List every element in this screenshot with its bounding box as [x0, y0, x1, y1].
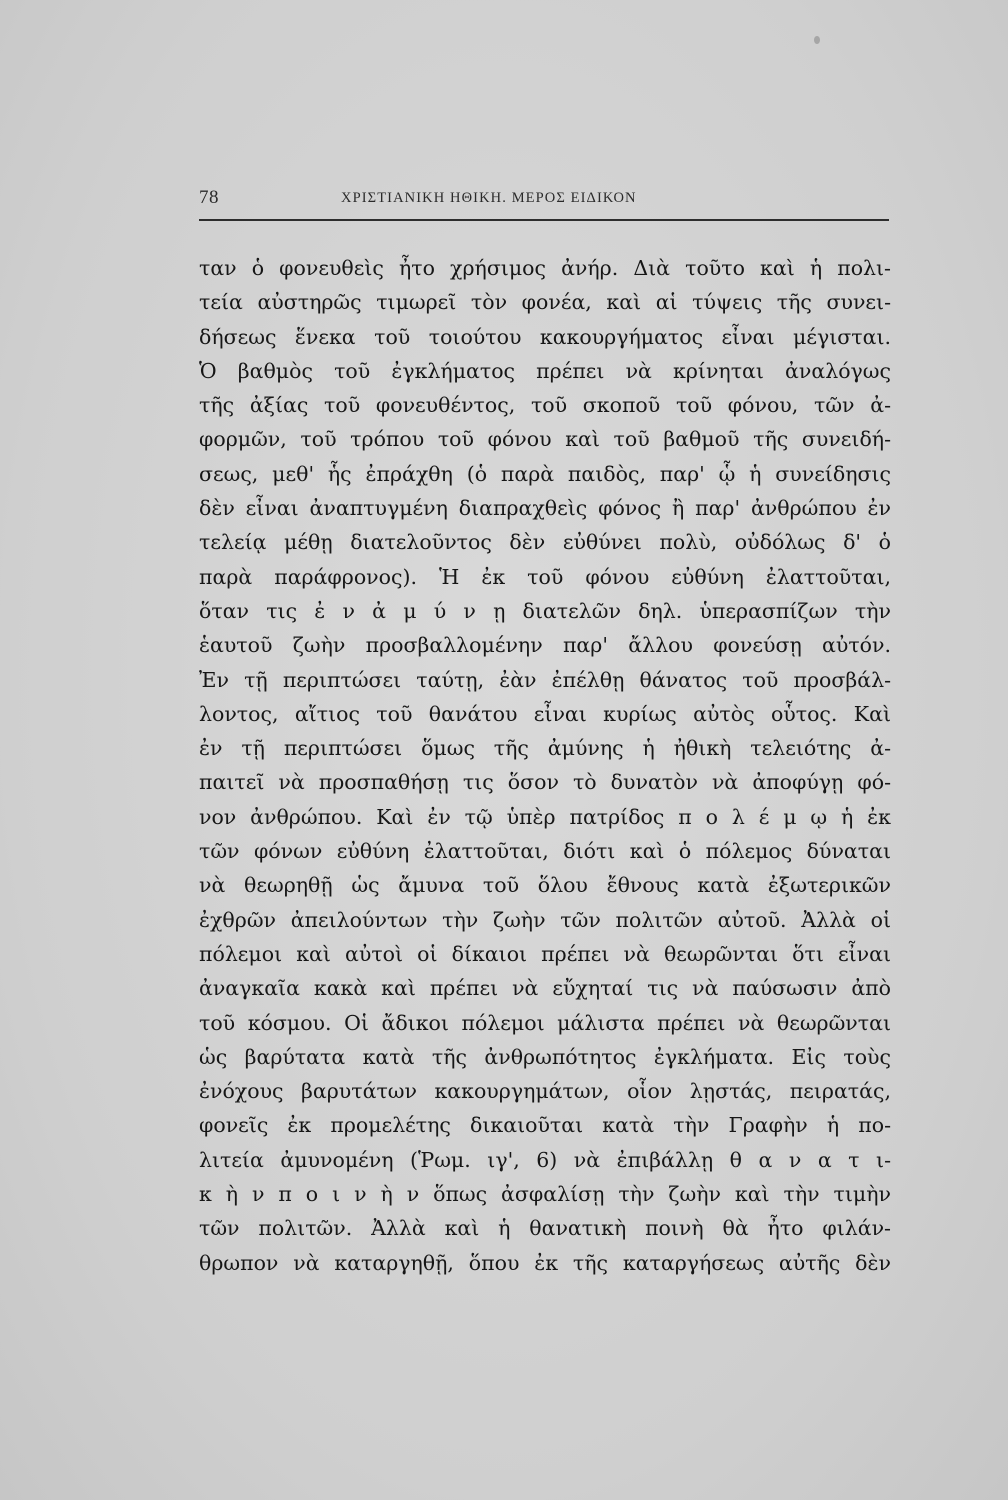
text-line: θρωπον νὰ καταργηθῇ, ὅπου ἐκ τῆς καταργήσεως αὐτῆς δὲν — [199, 1250, 891, 1275]
text-line: δήσεως ἕνεκα τοῦ τοιούτου κακουργήματος εἶναι μέγισται. — [199, 324, 891, 349]
text-line: φονεῖς ἐκ προμελέτης δικαιοῦται κατὰ τὴν Γραφὴν ἡ πο- — [199, 1113, 891, 1138]
text-line: κ ὴ ν π ο ι ν ὴ ν ὅπως ἀσφαλίσῃ τὴν ζωὴν καὶ τὴν τιμὴν — [199, 1182, 891, 1207]
text-line: νὰ θεωρηθῇ ὡς ἄμυνα τοῦ ὅλου ἔθνους κατὰ ἐξωτερικῶν — [199, 873, 891, 898]
text-line: ἐχθρῶν ἀπειλούντων τὴν ζωὴν τῶν πολιτῶν αὐτοῦ. Ἀλλὰ οἱ — [199, 907, 891, 932]
text-line: ἑαυτοῦ ζωὴν προσβαλλομένην παρ' ἄλλου φονεύσῃ αὐτόν. — [199, 633, 891, 658]
text-line: ἐν τῇ περιπτώσει ὅμως τῆς ἀμύνης ἡ ἠθικὴ τελειότης ἀ- — [199, 736, 891, 761]
text-line: τοῦ κόσμου. Οἱ ἄδικοι πόλεμοι μάλιστα πρέπει νὰ θεωρῶνται — [199, 1010, 891, 1035]
running-head-title: ΧΡΙΣΤΙΑΝΙΚΗ ΗΘΙΚΗ. ΜΕΡΟΣ ΕΙΔΙΚΟΝ — [341, 190, 637, 206]
text-line: Ἐν τῇ περιπτώσει ταύτῃ, ἐὰν ἐπέλθῃ θάνατος τοῦ προσβάλ- — [199, 667, 891, 692]
text-line: τελείᾳ μέθῃ διατελοῦντος δὲν εὐθύνει πολὺ, οὐδόλως δ' ὁ — [199, 530, 891, 555]
text-line: σεως, μεθ' ἧς ἐπράχθη (ὁ παρὰ παιδὸς, παρ' ᾧ ἡ συνείδησις — [199, 461, 891, 486]
text-line: ἀναγκαῖα κακὰ καὶ πρέπει νὰ εὔχηταί τις νὰ παύσωσιν ἀπὸ — [199, 976, 891, 1001]
text-line: νον ἀνθρώπου. Καὶ ἐν τῷ ὑπὲρ πατρίδος π ο λ έ μ ῳ ἡ ἐκ — [199, 804, 891, 829]
text-line: παρὰ παράφρονος). Ἡ ἐκ τοῦ φόνου εὐθύνη ἐλαττοῦται, — [199, 564, 891, 589]
text-line: τῆς ἀξίας τοῦ φονευθέντος, τοῦ σκοποῦ τοῦ φόνου, τῶν ἀ- — [199, 393, 891, 418]
text-line: ταν ὁ φονευθεὶς ἦτο χρήσιμος ἀνήρ. Διὰ τοῦτο καὶ ἡ πολι- — [199, 256, 891, 280]
header-rule — [199, 219, 889, 221]
text-line: τεία αὐστηρῶς τιμωρεῖ τὸν φονέα, καὶ αἱ τύψεις τῆς συνει- — [199, 290, 891, 315]
text-line: τῶν πολιτῶν. Ἀλλὰ καὶ ἡ θανατικὴ ποινὴ θὰ ἦτο φιλάν- — [199, 1216, 891, 1241]
text-line: ὅταν τις ἐ ν ἀ μ ύ ν ῃ διατελῶν δηλ. ὑπερασπίζων τὴν — [199, 598, 891, 623]
text-line: τῶν φόνων εὐθύνη ἐλαττοῦται, διότι καὶ ὁ πόλεμος δύναται — [199, 839, 891, 864]
body-text — [199, 251, 891, 1280]
running-head — [199, 187, 889, 213]
text-line: παιτεῖ νὰ προσπαθήσῃ τις ὅσον τὸ δυνατὸν νὰ ἀποφύγῃ φό- — [199, 770, 891, 795]
paper-speck — [814, 36, 820, 44]
page-number: 78 — [199, 187, 219, 208]
text-line: Ὁ βαθμὸς τοῦ ἐγκλήματος πρέπει νὰ κρίνηται ἀναλόγως — [199, 358, 891, 383]
text-line: δὲν εἶναι ἀναπτυγμένη διαπραχθεὶς φόνος ἢ παρ' ἀνθρώπου ἐν — [199, 496, 891, 521]
text-line: λιτεία ἀμυνομένη (Ῥωμ. ιγ', 6) νὰ ἐπιβάλλῃ θ α ν α τ ι- — [199, 1147, 891, 1172]
text-line: φορμῶν, τοῦ τρόπου τοῦ φόνου καὶ τοῦ βαθμοῦ τῆς συνειδή- — [199, 427, 891, 452]
text-line: πόλεμοι καὶ αὐτοὶ οἱ δίκαιοι πρέπει νὰ θεωρῶνται ὅτι εἶναι — [199, 941, 891, 966]
text-line: ὡς βαρύτατα κατὰ τῆς ἀνθρωπότητος ἐγκλήματα. Εἰς τοὺς — [199, 1044, 891, 1069]
text-line: λοντος, αἴτιος τοῦ θανάτου εἶναι κυρίως αὐτὸς οὗτος. Καὶ — [199, 701, 891, 726]
text-line: ἐνόχους βαρυτάτων κακουργημάτων, οἷον λῃστάς, πειρατάς, — [199, 1079, 891, 1104]
